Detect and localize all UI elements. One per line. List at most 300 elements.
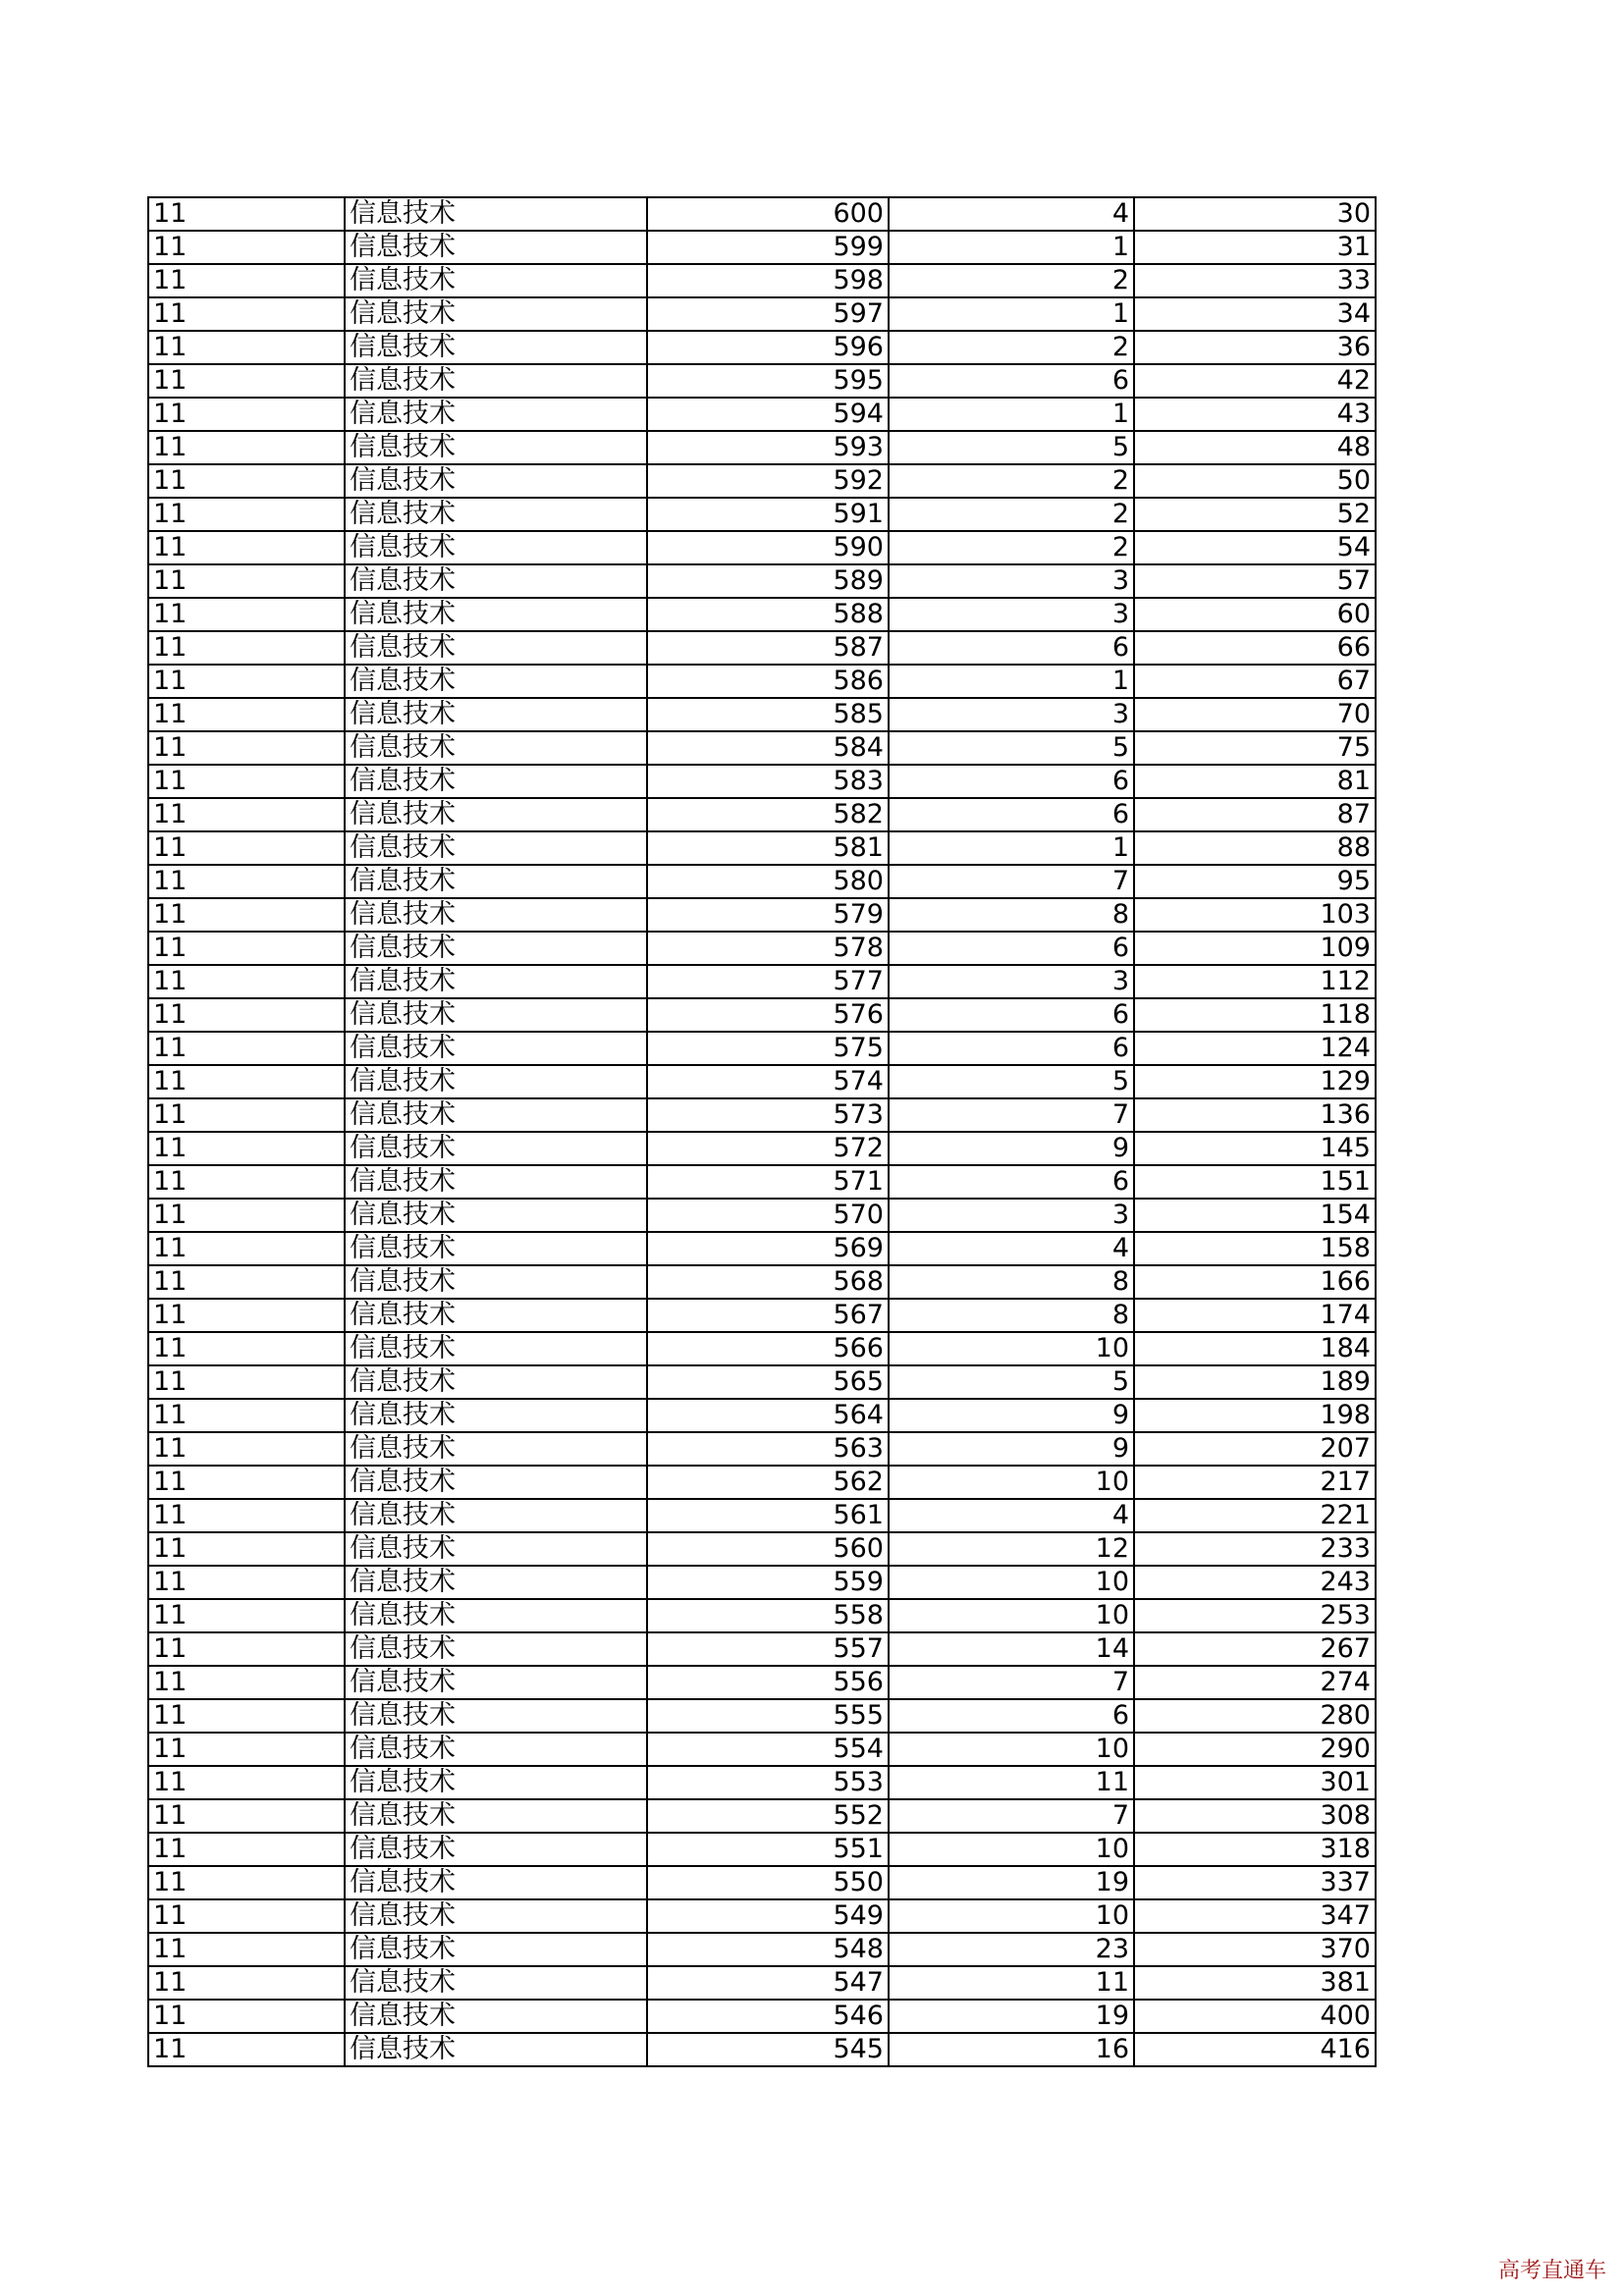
cumulative-cell: 416	[1134, 2033, 1376, 2066]
subject-name-cell: 信息技术	[345, 1232, 647, 1265]
cumulative-cell: 290	[1134, 1733, 1376, 1766]
cumulative-cell: 52	[1134, 498, 1376, 531]
score-cell: 575	[647, 1032, 889, 1065]
score-cell: 561	[647, 1499, 889, 1532]
subject-code-cell: 11	[148, 231, 345, 264]
score-cell: 589	[647, 564, 889, 598]
subject-name-cell: 信息技术	[345, 1132, 647, 1165]
count-cell: 10	[889, 1566, 1134, 1599]
score-cell: 571	[647, 1165, 889, 1199]
cumulative-cell: 31	[1134, 231, 1376, 264]
count-cell: 10	[889, 1899, 1134, 1933]
subject-name-cell: 信息技术	[345, 331, 647, 364]
table-row	[148, 1899, 1376, 1933]
cumulative-cell: 151	[1134, 1165, 1376, 1199]
cumulative-cell: 70	[1134, 698, 1376, 731]
subject-name-cell: 信息技术	[345, 1065, 647, 1098]
subject-name-cell: 信息技术	[345, 932, 647, 965]
table-row	[148, 932, 1376, 965]
table-row	[148, 1866, 1376, 1899]
count-cell: 2	[889, 464, 1134, 498]
score-cell: 596	[647, 331, 889, 364]
cumulative-cell: 174	[1134, 1299, 1376, 1332]
score-cell: 547	[647, 1966, 889, 2000]
table-row	[148, 197, 1376, 231]
table-row	[148, 531, 1376, 564]
cumulative-cell: 400	[1134, 2000, 1376, 2033]
score-cell: 549	[647, 1899, 889, 1933]
count-cell: 1	[889, 297, 1134, 331]
count-cell: 6	[889, 364, 1134, 398]
subject-name-cell: 信息技术	[345, 965, 647, 998]
count-cell: 4	[889, 197, 1134, 231]
cumulative-cell: 109	[1134, 932, 1376, 965]
score-cell: 552	[647, 1799, 889, 1833]
score-cell: 587	[647, 631, 889, 665]
count-cell: 7	[889, 865, 1134, 898]
table-row	[148, 1766, 1376, 1799]
cumulative-cell: 337	[1134, 1866, 1376, 1899]
score-cell: 579	[647, 898, 889, 932]
subject-code-cell: 11	[148, 2033, 345, 2066]
score-cell: 594	[647, 398, 889, 431]
cumulative-cell: 136	[1134, 1098, 1376, 1132]
subject-name-cell: 信息技术	[345, 1899, 647, 1933]
subject-name-cell: 信息技术	[345, 1199, 647, 1232]
score-cell: 584	[647, 731, 889, 765]
subject-code-cell: 11	[148, 831, 345, 865]
table-row	[148, 1332, 1376, 1365]
subject-code-cell: 11	[148, 1032, 345, 1065]
subject-code-cell: 11	[148, 765, 345, 798]
cumulative-cell: 217	[1134, 1466, 1376, 1499]
table-row	[148, 498, 1376, 531]
count-cell: 5	[889, 431, 1134, 464]
subject-code-cell: 11	[148, 1232, 345, 1265]
subject-code-cell: 11	[148, 564, 345, 598]
score-cell: 567	[647, 1299, 889, 1332]
count-cell: 2	[889, 264, 1134, 297]
subject-name-cell: 信息技术	[345, 1365, 647, 1399]
score-cell: 588	[647, 598, 889, 631]
subject-code-cell: 11	[148, 1199, 345, 1232]
subject-code-cell: 11	[148, 1666, 345, 1699]
score-cell: 573	[647, 1098, 889, 1132]
subject-code-cell: 11	[148, 1365, 345, 1399]
cumulative-cell: 253	[1134, 1599, 1376, 1632]
table-row	[148, 698, 1376, 731]
table-row	[148, 1299, 1376, 1332]
subject-name-cell: 信息技术	[345, 698, 647, 731]
subject-code-cell: 11	[148, 865, 345, 898]
subject-name-cell: 信息技术	[345, 231, 647, 264]
count-cell: 6	[889, 998, 1134, 1032]
cumulative-cell: 81	[1134, 765, 1376, 798]
subject-code-cell: 11	[148, 1499, 345, 1532]
cumulative-cell: 42	[1134, 364, 1376, 398]
cumulative-cell: 347	[1134, 1899, 1376, 1933]
subject-name-cell: 信息技术	[345, 1866, 647, 1899]
subject-name-cell: 信息技术	[345, 898, 647, 932]
subject-name-cell: 信息技术	[345, 1566, 647, 1599]
table-row	[148, 1165, 1376, 1199]
score-cell: 577	[647, 965, 889, 998]
subject-code-cell: 11	[148, 1966, 345, 2000]
cumulative-cell: 233	[1134, 1532, 1376, 1566]
cumulative-cell: 221	[1134, 1499, 1376, 1532]
table-row	[148, 1566, 1376, 1599]
score-cell: 569	[647, 1232, 889, 1265]
table-row	[148, 331, 1376, 364]
subject-name-cell: 信息技术	[345, 2033, 647, 2066]
score-cell: 546	[647, 2000, 889, 2033]
subject-code-cell: 11	[148, 297, 345, 331]
subject-code-cell: 11	[148, 1165, 345, 1199]
cumulative-cell: 95	[1134, 865, 1376, 898]
table-row	[148, 898, 1376, 932]
subject-code-cell: 11	[148, 1132, 345, 1165]
subject-name-cell: 信息技术	[345, 1299, 647, 1332]
subject-name-cell: 信息技术	[345, 798, 647, 831]
subject-name-cell: 信息技术	[345, 1699, 647, 1733]
subject-name-cell: 信息技术	[345, 197, 647, 231]
cumulative-cell: 48	[1134, 431, 1376, 464]
table-row	[148, 665, 1376, 698]
subject-code-cell: 11	[148, 631, 345, 665]
subject-name-cell: 信息技术	[345, 1265, 647, 1299]
count-cell: 9	[889, 1432, 1134, 1466]
table-row	[148, 2033, 1376, 2066]
score-cell: 563	[647, 1432, 889, 1466]
count-cell: 1	[889, 831, 1134, 865]
count-cell: 6	[889, 765, 1134, 798]
count-cell: 3	[889, 598, 1134, 631]
score-cell: 570	[647, 1199, 889, 1232]
subject-code-cell: 11	[148, 698, 345, 731]
subject-code-cell: 11	[148, 1265, 345, 1299]
subject-name-cell: 信息技术	[345, 1666, 647, 1699]
subject-name-cell: 信息技术	[345, 1799, 647, 1833]
count-cell: 10	[889, 1733, 1134, 1766]
subject-name-cell: 信息技术	[345, 1098, 647, 1132]
count-cell: 11	[889, 1966, 1134, 2000]
cumulative-cell: 129	[1134, 1065, 1376, 1098]
table-row	[148, 1065, 1376, 1098]
table-row	[148, 1933, 1376, 1966]
cumulative-cell: 184	[1134, 1332, 1376, 1365]
table-row	[148, 1199, 1376, 1232]
cumulative-cell: 370	[1134, 1933, 1376, 1966]
score-cell: 600	[647, 197, 889, 231]
cumulative-cell: 301	[1134, 1766, 1376, 1799]
count-cell: 10	[889, 1466, 1134, 1499]
table-row	[148, 364, 1376, 398]
count-cell: 16	[889, 2033, 1134, 2066]
cumulative-cell: 75	[1134, 731, 1376, 765]
cumulative-cell: 54	[1134, 531, 1376, 564]
count-cell: 6	[889, 1032, 1134, 1065]
subject-name-cell: 信息技术	[345, 264, 647, 297]
cumulative-cell: 189	[1134, 1365, 1376, 1399]
table-row	[148, 631, 1376, 665]
subject-code-cell: 11	[148, 1766, 345, 1799]
score-cell: 580	[647, 865, 889, 898]
score-cell: 557	[647, 1632, 889, 1666]
count-cell: 19	[889, 2000, 1134, 2033]
cumulative-cell: 145	[1134, 1132, 1376, 1165]
table-row	[148, 731, 1376, 765]
subject-code-cell: 11	[148, 1833, 345, 1866]
subject-code-cell: 11	[148, 431, 345, 464]
score-cell: 554	[647, 1733, 889, 1766]
score-cell: 551	[647, 1833, 889, 1866]
table-row	[148, 1365, 1376, 1399]
score-cell: 555	[647, 1699, 889, 1733]
score-cell: 548	[647, 1933, 889, 1966]
table-row	[148, 865, 1376, 898]
score-cell: 578	[647, 932, 889, 965]
subject-name-cell: 信息技术	[345, 665, 647, 698]
subject-code-cell: 11	[148, 197, 345, 231]
table-row	[148, 1632, 1376, 1666]
subject-name-cell: 信息技术	[345, 631, 647, 665]
score-cell: 599	[647, 231, 889, 264]
cumulative-cell: 50	[1134, 464, 1376, 498]
score-cell: 583	[647, 765, 889, 798]
count-cell: 1	[889, 665, 1134, 698]
count-cell: 6	[889, 798, 1134, 831]
subject-code-cell: 11	[148, 1065, 345, 1098]
subject-name-cell: 信息技术	[345, 1733, 647, 1766]
table-row	[148, 264, 1376, 297]
count-cell: 6	[889, 631, 1134, 665]
subject-code-cell: 11	[148, 1933, 345, 1966]
score-cell: 572	[647, 1132, 889, 1165]
table-row	[148, 2000, 1376, 2033]
subject-name-cell: 信息技术	[345, 1032, 647, 1065]
count-cell: 8	[889, 1265, 1134, 1299]
subject-code-cell: 11	[148, 965, 345, 998]
count-cell: 10	[889, 1599, 1134, 1632]
cumulative-cell: 124	[1134, 1032, 1376, 1065]
table-row	[148, 831, 1376, 865]
score-cell: 566	[647, 1332, 889, 1365]
subject-code-cell: 11	[148, 665, 345, 698]
cumulative-cell: 318	[1134, 1833, 1376, 1866]
table-row	[148, 1966, 1376, 2000]
subject-name-cell: 信息技术	[345, 1332, 647, 1365]
table-row	[148, 1699, 1376, 1733]
subject-code-cell: 11	[148, 998, 345, 1032]
score-cell: 598	[647, 264, 889, 297]
cumulative-cell: 67	[1134, 665, 1376, 698]
subject-name-cell: 信息技术	[345, 1833, 647, 1866]
count-cell: 9	[889, 1132, 1134, 1165]
table-row	[148, 1466, 1376, 1499]
count-cell: 10	[889, 1332, 1134, 1365]
count-cell: 23	[889, 1933, 1134, 1966]
table-row	[148, 798, 1376, 831]
subject-name-cell: 信息技术	[345, 998, 647, 1032]
cumulative-cell: 57	[1134, 564, 1376, 598]
cumulative-cell: 103	[1134, 898, 1376, 932]
subject-code-cell: 11	[148, 364, 345, 398]
cumulative-cell: 166	[1134, 1265, 1376, 1299]
count-cell: 7	[889, 1666, 1134, 1699]
count-cell: 14	[889, 1632, 1134, 1666]
subject-code-cell: 11	[148, 731, 345, 765]
subject-name-cell: 信息技术	[345, 1532, 647, 1566]
count-cell: 9	[889, 1399, 1134, 1432]
score-table	[147, 196, 1377, 2067]
score-cell: 576	[647, 998, 889, 1032]
subject-name-cell: 信息技术	[345, 464, 647, 498]
subject-code-cell: 11	[148, 1098, 345, 1132]
subject-code-cell: 11	[148, 331, 345, 364]
subject-code-cell: 11	[148, 1566, 345, 1599]
count-cell: 7	[889, 1799, 1134, 1833]
subject-code-cell: 11	[148, 1799, 345, 1833]
score-cell: 582	[647, 798, 889, 831]
subject-name-cell: 信息技术	[345, 364, 647, 398]
count-cell: 11	[889, 1766, 1134, 1799]
subject-code-cell: 11	[148, 598, 345, 631]
score-cell: 595	[647, 364, 889, 398]
cumulative-cell: 33	[1134, 264, 1376, 297]
subject-name-cell: 信息技术	[345, 1966, 647, 2000]
table-row	[148, 998, 1376, 1032]
subject-name-cell: 信息技术	[345, 1399, 647, 1432]
subject-code-cell: 11	[148, 1632, 345, 1666]
subject-code-cell: 11	[148, 1866, 345, 1899]
table-row	[148, 1132, 1376, 1165]
score-cell: 545	[647, 2033, 889, 2066]
table-row	[148, 1833, 1376, 1866]
count-cell: 4	[889, 1499, 1134, 1532]
subject-name-cell: 信息技术	[345, 831, 647, 865]
subject-name-cell: 信息技术	[345, 1632, 647, 1666]
subject-code-cell: 11	[148, 1699, 345, 1733]
score-cell: 597	[647, 297, 889, 331]
score-cell: 558	[647, 1599, 889, 1632]
subject-code-cell: 11	[148, 1466, 345, 1499]
table-row	[148, 1532, 1376, 1566]
table-row	[148, 231, 1376, 264]
cumulative-cell: 154	[1134, 1199, 1376, 1232]
count-cell: 5	[889, 1065, 1134, 1098]
score-cell: 560	[647, 1532, 889, 1566]
cumulative-cell: 118	[1134, 998, 1376, 1032]
table-row	[148, 1599, 1376, 1632]
table-row	[148, 431, 1376, 464]
score-cell: 556	[647, 1666, 889, 1699]
subject-code-cell: 11	[148, 1532, 345, 1566]
score-cell: 568	[647, 1265, 889, 1299]
count-cell: 3	[889, 564, 1134, 598]
cumulative-cell: 87	[1134, 798, 1376, 831]
cumulative-cell: 308	[1134, 1799, 1376, 1833]
subject-name-cell: 信息技术	[345, 531, 647, 564]
subject-name-cell: 信息技术	[345, 1165, 647, 1199]
watermark-text: 高考直通车	[1497, 2259, 1606, 2283]
cumulative-cell: 267	[1134, 1632, 1376, 1666]
subject-code-cell: 11	[148, 264, 345, 297]
count-cell: 3	[889, 965, 1134, 998]
table-row	[148, 1666, 1376, 1699]
count-cell: 7	[889, 1098, 1134, 1132]
cumulative-cell: 34	[1134, 297, 1376, 331]
count-cell: 1	[889, 231, 1134, 264]
subject-name-cell: 信息技术	[345, 765, 647, 798]
score-cell: 593	[647, 431, 889, 464]
table-row	[148, 398, 1376, 431]
table-row	[148, 765, 1376, 798]
table-row	[148, 464, 1376, 498]
subject-code-cell: 11	[148, 1432, 345, 1466]
subject-code-cell: 11	[148, 798, 345, 831]
count-cell: 3	[889, 698, 1134, 731]
subject-name-cell: 信息技术	[345, 1933, 647, 1966]
score-cell: 553	[647, 1766, 889, 1799]
subject-name-cell: 信息技术	[345, 564, 647, 598]
subject-code-cell: 11	[148, 1299, 345, 1332]
subject-name-cell: 信息技术	[345, 865, 647, 898]
subject-name-cell: 信息技术	[345, 598, 647, 631]
count-cell: 6	[889, 932, 1134, 965]
cumulative-cell: 43	[1134, 398, 1376, 431]
count-cell: 6	[889, 1699, 1134, 1733]
cumulative-cell: 112	[1134, 965, 1376, 998]
subject-code-cell: 11	[148, 1599, 345, 1632]
cumulative-cell: 381	[1134, 1966, 1376, 2000]
subject-name-cell: 信息技术	[345, 431, 647, 464]
score-cell: 574	[647, 1065, 889, 1098]
subject-code-cell: 11	[148, 932, 345, 965]
subject-name-cell: 信息技术	[345, 1599, 647, 1632]
table-row	[148, 965, 1376, 998]
count-cell: 8	[889, 898, 1134, 932]
cumulative-cell: 207	[1134, 1432, 1376, 1466]
table-row	[148, 1032, 1376, 1065]
subject-code-cell: 11	[148, 398, 345, 431]
cumulative-cell: 158	[1134, 1232, 1376, 1265]
table-row	[148, 598, 1376, 631]
subject-code-cell: 11	[148, 898, 345, 932]
table-row	[148, 1098, 1376, 1132]
cumulative-cell: 66	[1134, 631, 1376, 665]
subject-name-cell: 信息技术	[345, 498, 647, 531]
subject-name-cell: 信息技术	[345, 731, 647, 765]
subject-name-cell: 信息技术	[345, 1432, 647, 1466]
count-cell: 10	[889, 1833, 1134, 1866]
subject-name-cell: 信息技术	[345, 398, 647, 431]
table-row	[148, 1432, 1376, 1466]
count-cell: 6	[889, 1165, 1134, 1199]
score-cell: 550	[647, 1866, 889, 1899]
score-cell: 564	[647, 1399, 889, 1432]
count-cell: 2	[889, 331, 1134, 364]
score-cell: 592	[647, 464, 889, 498]
subject-name-cell: 信息技术	[345, 2000, 647, 2033]
score-cell: 586	[647, 665, 889, 698]
count-cell: 8	[889, 1299, 1134, 1332]
cumulative-cell: 243	[1134, 1566, 1376, 1599]
subject-code-cell: 11	[148, 498, 345, 531]
subject-code-cell: 11	[148, 1332, 345, 1365]
table-row	[148, 564, 1376, 598]
score-cell: 581	[647, 831, 889, 865]
subject-code-cell: 11	[148, 1399, 345, 1432]
